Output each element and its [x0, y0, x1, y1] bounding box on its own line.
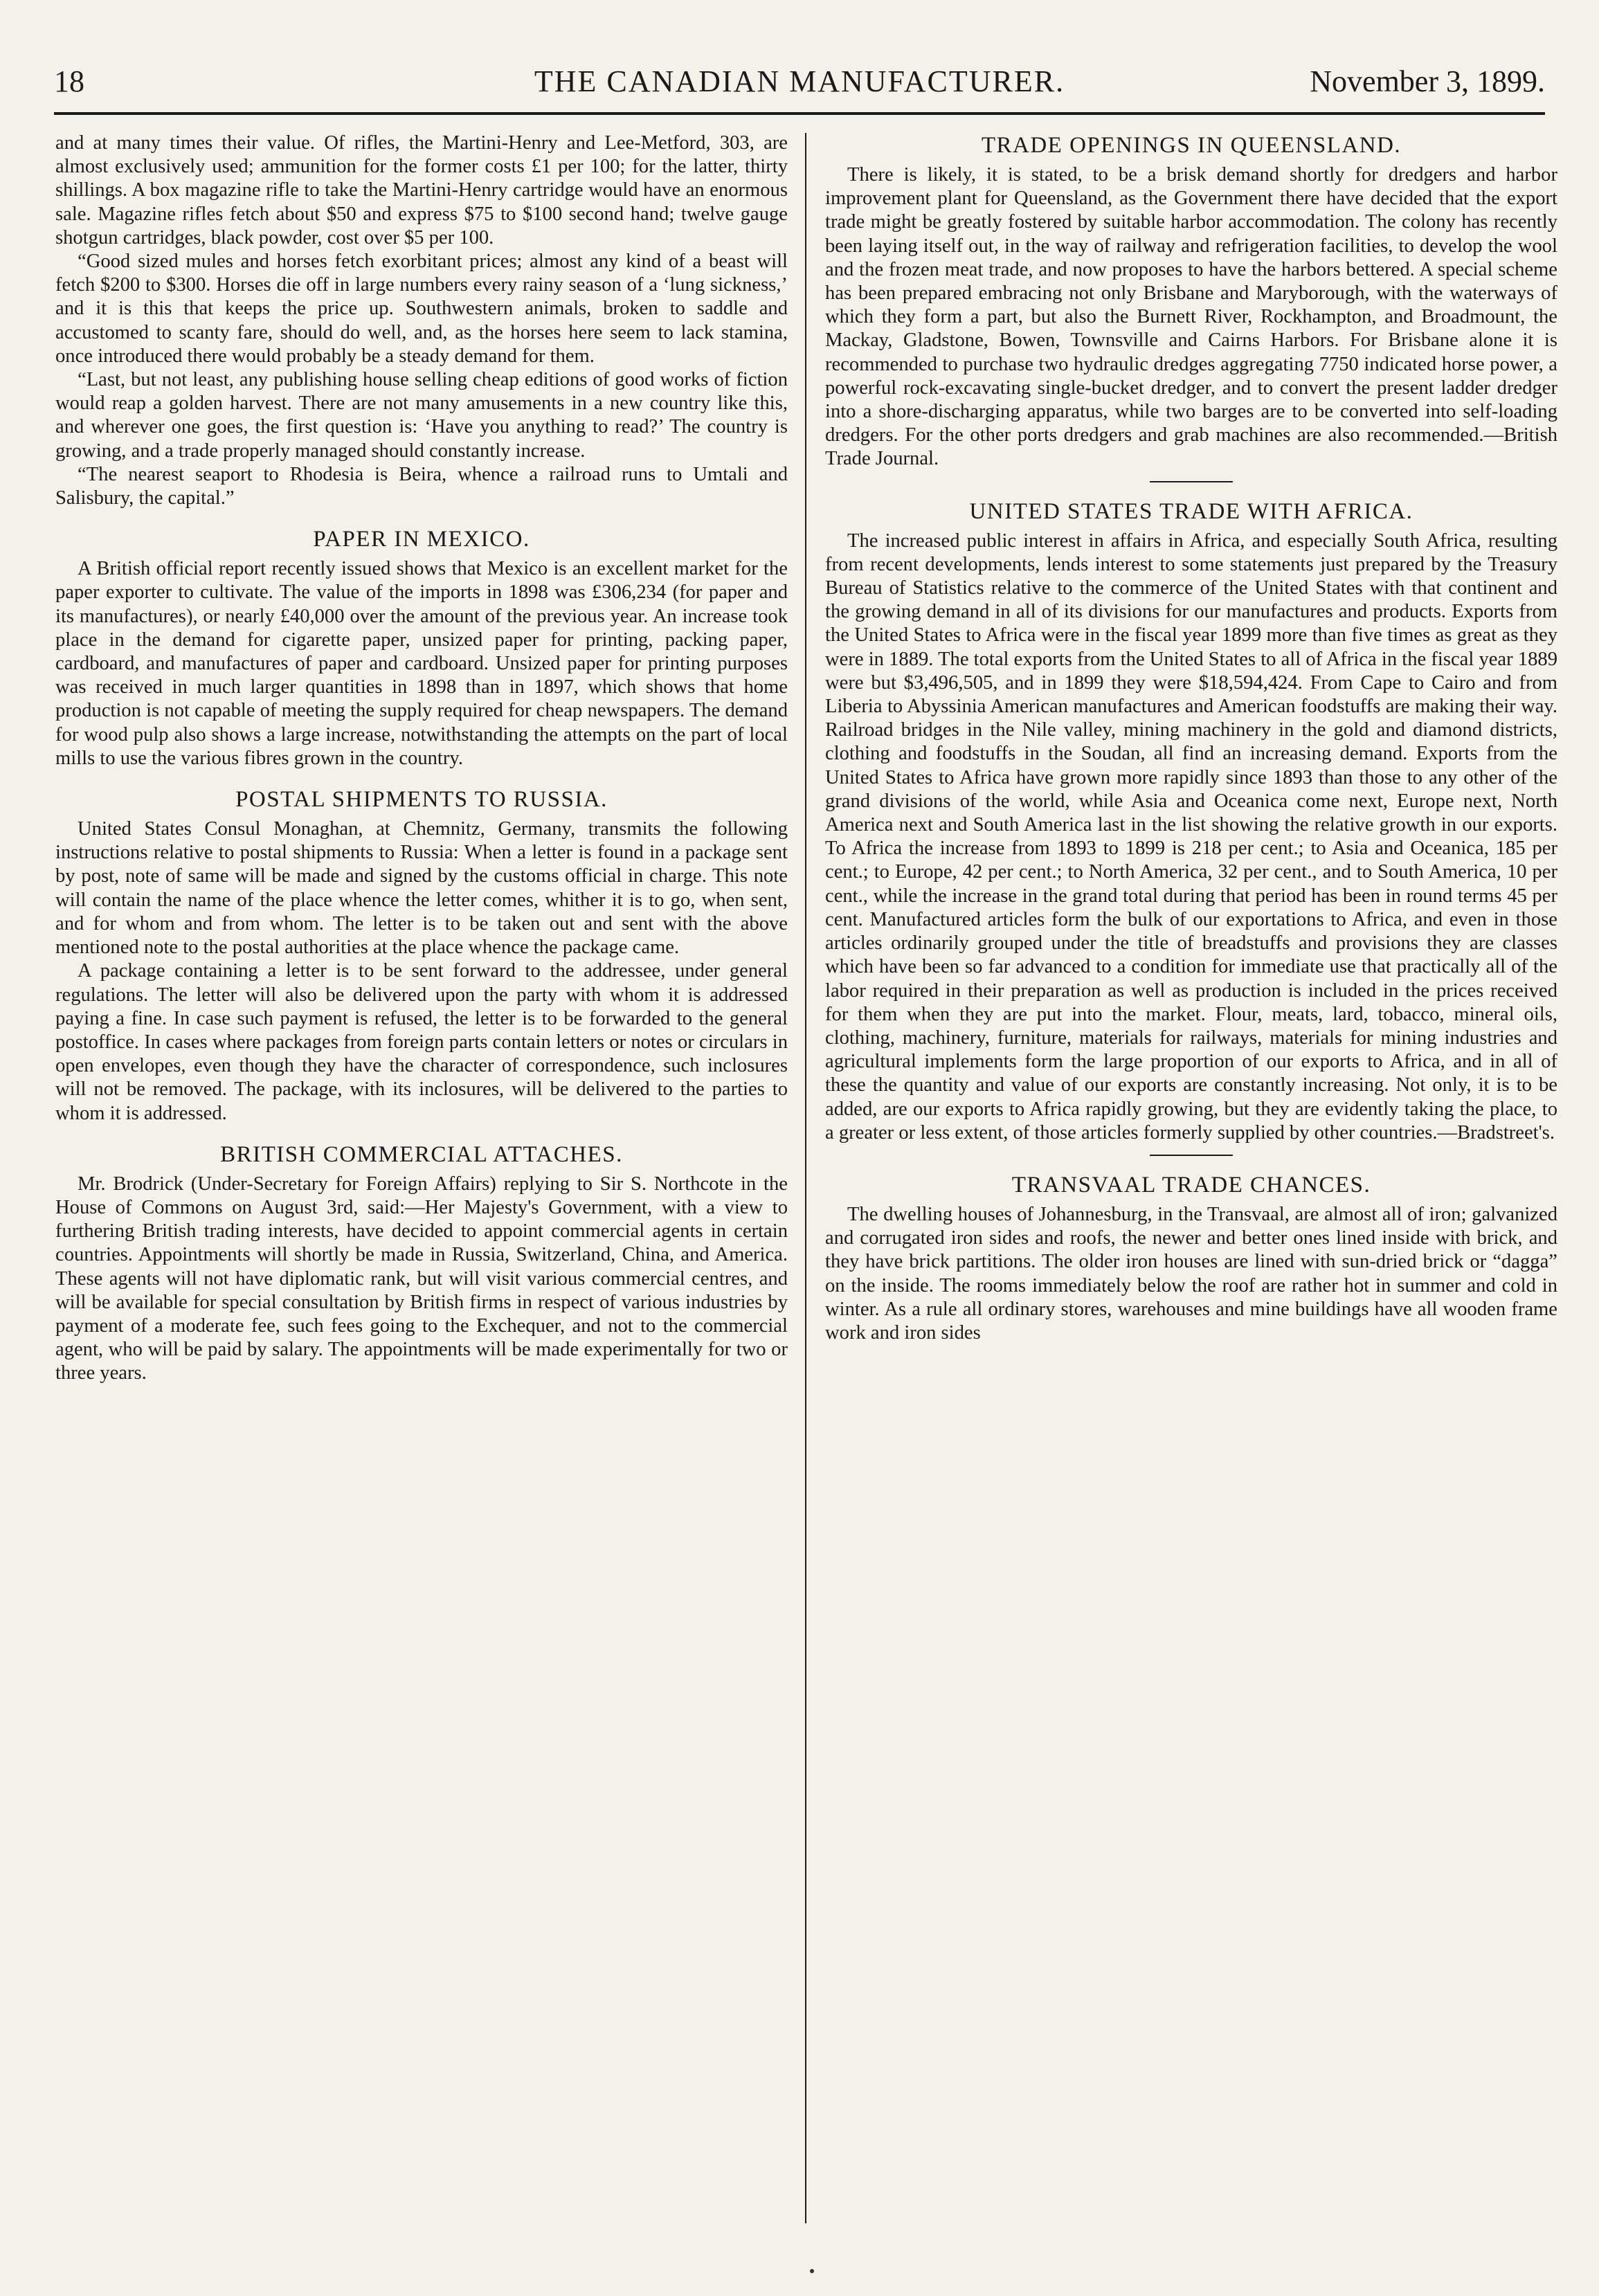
transvaal-paragraph-1: The dwelling houses of Johannesburg, in the Transvaal, are almost all of iron; galvanized and corrugated iron sides and roofs, the newer and better ones lined inside with brick, and they have brick partitions. The older iron houses are lined with sun-dried brick or “dagga” on the inside. The rooms immediately below the roof are rather hot in summer and cold in winter. As a rule all ordinary stores, warehouses and mine buildings have all wooden frame work and iron sides [825, 1203, 1557, 1344]
us-trade-africa-paragraph-1: The increased public interest in affairs in Africa, and especially South Africa, resulting from recent developments, lends interest to some statements just prepared by the Treasury Bureau of Statistics relative to the commerce of the United States with that continent and the growing demand in all of its divisions for our manufactures and products. Exports from the United States to Africa were in the fiscal year 1899 more than five times as great as they were in 1889. The total exports from the United States to all of Africa in the fiscal year 1889 were but $3,496,505, and in 1899 they were $18,594,424. From Cape to Cairo and from Liberia to Abyssinia American manufactures and American foodstuffs are making their way. Railroad bridges in the Nile valley, mining machinery in the gold and diamond districts, clothing and foodstuffs in the Soudan, all find an increasing demand. Exports from the United States to Africa have grown more rapidly since 1893 than those to any other of the grand divisions of the world, while Asia and Oceanica come next, Europe next, North America next and South America last in the list showing the relative growth in our exports. To Africa the increase from 1893 to 1899 is 218 per cent.; to Asia and Oceanica, 185 per cent.; to Europe, 42 per cent.; to North America, 32 per cent., and to South America, 10 per cent., while the increase in the grand total during that period has been in round terms 45 per cent. Manufactured articles form the bulk of our exportations to Africa, and even in those articles ordinarily grouped under the title of breadstuffs and provisions they are classes which have been so far advanced to a condition for immediate use that practically all of the labor required in their preparation as well as production is included in the prices received for them when they are put into the market. Flour, meats, lard, tobacco, mineral oils, clothing, machinery, furniture, materials for railways, materials for mining industries and agricultural implements form the large proportion of our exports to Africa, and in all of these the quantity and value of our exports are constantly increasing. Not only, it is to be added, are our exports to Africa rapidly growing, but they are evidently taking the place, to a greater or less extent, of those articles formerly supplied by other countries.—Bradstreet's. [825, 530, 1557, 1144]
publication-title: THE CANADIAN MANUFACTURER. [534, 64, 1065, 98]
page-header [54, 61, 1545, 102]
continued-paragraph-2: “Good sized mules and horses fetch exorbitant prices; almost any kind of a beast will fetch $200 to $300. Horses die off in large numbers every rainy season of a ‘lung sickness,’ and it is this that keeps the price up. Southwestern animals, broken to saddle and accustomed to scanty fare, should do well, and, as the horses here seem to lack stamina, once introduced there would probably be a steady demand for them. [55, 251, 788, 367]
article-separator [1150, 481, 1233, 482]
column-divider [805, 133, 806, 2223]
postal-shipments-paragraph-1: United States Consul Monaghan, at Chemnitz, Germany, transmits the following instructions relative to postal shipments to Russia: When a letter is found in a package sent by post, note of same will be made and signed by the customs official in charge. This note will contain the name of the place whence the letter comes, whither it is to go, when sent, and for whom and from whom. The letter is to be taken out and sent with the above mentioned note to the postal authorities at the place whence the package came. [55, 818, 788, 959]
article-title-british-commercial-attaches: BRITISH COMMERCIAL ATTACHES. [220, 1141, 623, 1167]
page-number: 18 [54, 64, 84, 98]
article-separator [1150, 1155, 1233, 1156]
print-speck [810, 2269, 814, 2273]
header-rule [54, 112, 1545, 115]
article-title-queensland: TRADE OPENINGS IN QUEENSLAND. [981, 133, 1402, 158]
article-title-postal-shipments: POSTAL SHIPMENTS TO RUSSIA. [235, 787, 608, 813]
queensland-paragraph-1: There is likely, it is stated, to be a brisk demand shortly for dredgers and harbor improvement plant for Queensland, as the Government there have decided that the export trade might be greatly fostered by suitable harbor accommodation. The colony has recently been laying itself out, in the way of railway and refrigeration facilities, to develop the wool and the frozen meat trade, and now proposes to have the harbors bettered. A special scheme has been prepared embracing not only Brisbane and Maryborough, with the waterways of which they form a part, but also the Burnett River, Rockhampton, and Broadmount, the Mackay, Gladstone, Bowen, Townsville and Cairns Harbors. For Brisbane alone it is recommended to purchase two hydraulic dredges aggregating 7750 indicated horse power, a powerful rock-excavating single-bucket dredger, and to convert the present ladder dredger into a shore-discharging apparatus, while two barges are to be converted into self-loading dredgers. For the other ports dredgers and grab machines are also recommended.—British Trade Journal. [825, 164, 1557, 470]
right-column [825, 132, 1557, 2222]
article-title-us-trade-africa: UNITED STATES TRADE WITH AFRICA. [969, 498, 1413, 524]
article-title-transvaal: TRANSVAAL TRADE CHANCES. [1011, 1172, 1371, 1197]
paper-in-mexico-paragraph-1: A British official report recently issued shows that Mexico is an excellent market for the paper exporter to cultivate. The value of the imports in 1898 was £306,234 (for paper and its manufactures), or nearly £40,000 over the amount of the previous year. An increase took place in the demand for cigarette paper, unsized paper for printing, packing paper, cardboard, and manufactures of paper and cardboard. Unsized paper for printing purposes was received in much larger quantities in 1898 than in 1897, which shows that home production is not capable of meeting the supply required for cheap newspapers. The demand for wood pulp also shows a large increase, notwithstanding the attempts on the part of local mills to use the various fibres grown in the country. [55, 558, 788, 769]
left-column [55, 132, 788, 2222]
continued-paragraph-1: and at many times their value. Of rifles, the Martini-Henry and Lee-Metford, 303, are almost exclusively used; ammunition for the former costs £1 per 100; for the latter, thirty shillings. A box magazine rifle to take the Martini-Henry cartridge would have an enormous sale. Magazine rifles fetch about $50 and express $75 to $100 second hand; twelve gauge shotgun cartridges, black powder, cost over $5 per 100. [55, 132, 788, 248]
postal-shipments-paragraph-2: A package containing a letter is to be sent forward to the addressee, under general regulations. The letter will also be delivered upon the party with whom it is addressed paying a fine. In case such payment is refused, the letter is to be forwarded to the general postoffice. In cases where packages from foreign parts contain letters or notes or circulars in open envelopes, even though they have the character of correspondence, such inclosures will not be removed. The package, with its inclosures, will be delivered to the parties to whom it is addressed. [55, 960, 788, 1124]
continued-paragraph-3: “Last, but not least, any publishing house selling cheap editions of good works of fiction would reap a golden harvest. There are not many amusements in a new country like this, and wherever one goes, the first question is: ‘Have you anything to read?’ The country is growing, and a trade properly managed should constantly increase. [55, 369, 788, 462]
issue-date: November 3, 1899. [1310, 64, 1545, 98]
continued-paragraph-4: “The nearest seaport to Rhodesia is Beira, whence a railroad runs to Umtali and Salisbury, the capital.” [55, 463, 788, 509]
article-title-paper-in-mexico: PAPER IN MEXICO. [313, 527, 530, 552]
british-attaches-paragraph-1: Mr. Brodrick (Under-Secretary for Foreign Affairs) replying to Sir S. Northcote in the House of Commons on August 3rd, said:—Her Majesty's Government, with a view to furthering British trading interests, have decided to appoint commercial agents in certain countries. Appointments will shortly be made in Russia, Switzerland, China, and America. These agents will not have diplomatic rank, but will visit various commercial centres, and will be available for special consultation by British firms in respect of various industries by payment of a moderate fee, such fees going to the Exchequer, and not to the commercial agent, who will be paid by salary. The appointments will be made experimentally for two or three years. [55, 1173, 788, 1384]
